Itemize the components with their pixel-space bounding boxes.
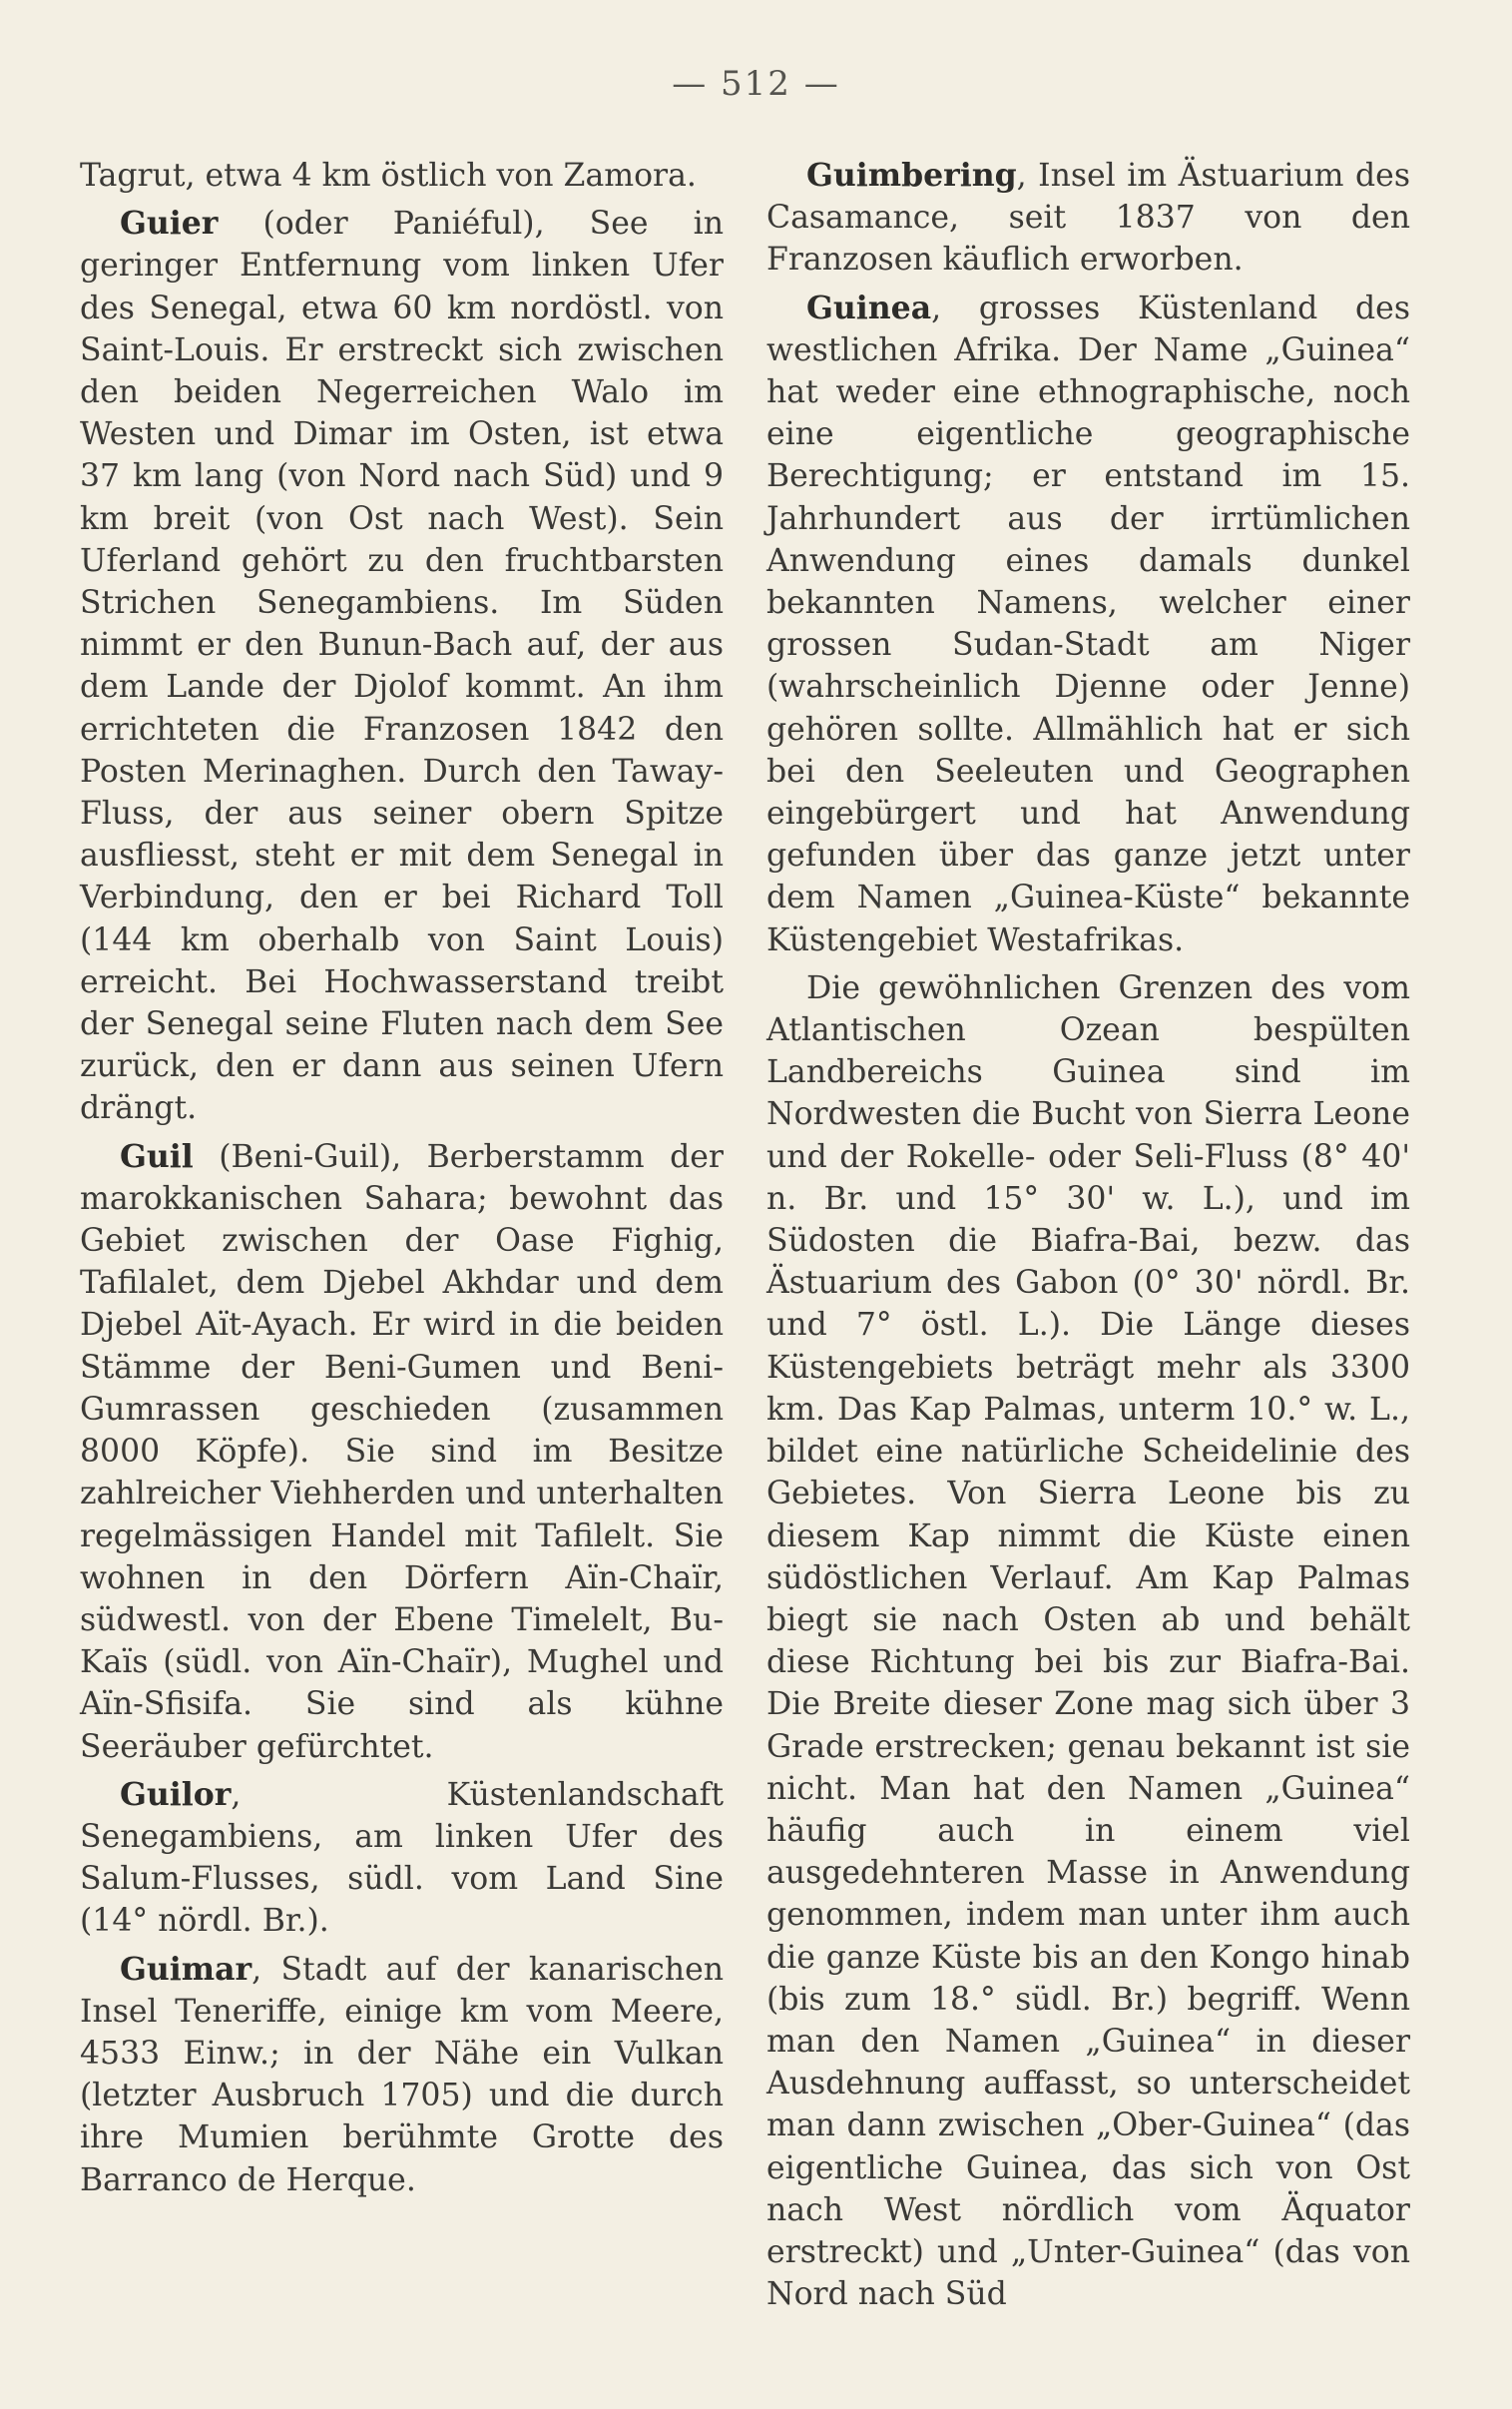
entry-text: Die gewöhnlichen Grenzen des vom Atlantischen Ozean bespülten Landbereichs Guinea sind im Nordwesten die Bucht von Sierra Leone und der Rokelle- oder Seli-Fluss (8° 40' n. Br. und 15° 30' w. L.), und im Südosten die Biafra-Bai, bezw. das Ästuarium des Gabon (0° 30' nördl. Br. und 7° östl. L.). Die Länge dieses Küstengebiets beträgt mehr als 3300 km. Das Kap Palmas, unterm 10.° w. L., bildet eine natürliche Scheidelinie des Gebietes. Von Sierra Leone bis zu diesem Kap nimmt die Küste einen südöstlichen Verlauf. Am Kap Palmas biegt sie nach Osten ab und behält diese Richtung bei bis zur Biafra-Bai. Die Breite dieser Zone mag sich über 3 Grade erstrecken; genau bekannt ist sie nicht. Man hat den Namen „Guinea“ häufig auch in einem viel ausgedehnteren Masse in Anwendung genommen, indem man unter ihm auch die ganze Küste bis an den Kongo hinab (bis zum 18.° südl. Br.) begriff. Wenn man den Namen „Guinea“ in dieser Ausdehnung auffasst, so unterscheidet man dann zwischen „Ober-Guinea“ (das eigentliche Guinea, das sich von Ost nach West nördlich vom Äquator erstreckt) und „Unter-Guinea“ (das von Nord nach Süd <box>766 969 1410 2313</box>
entry-guil <box>80 1136 724 1768</box>
entry-text: (Beni-Guil), Berberstamm der marokkanischen Sahara; bewohnt das Gebiet zwischen der Oase Fighig, Tafilalet, dem Djebel Akhdar und dem Djebel Aït-Ayach. Er wird in die beiden Stämme der Beni-Gumen und Beni-Gumrassen geschieden (zusammen 8000 Köpfe). Sie sind im Besitze zahlreicher Viehherden und unterhalten regelmässigen Handel mit Tafilelt. Sie wohnen in den Dörfern Aïn-Chaïr, südwestl. von der Ebene Timelelt, Bu-Kaïs (südl. von Aïn-Chaïr), Mughel und Aïn-Sfisifa. Sie sind als kühne Seeräuber gefürchtet. <box>80 1138 724 1765</box>
entry-text: , Insel im Ästuarium des Casamance, seit 1837 von den Franzosen käuflich erworben. <box>766 158 1410 279</box>
left-column <box>80 155 724 2207</box>
entry-text: (oder Paniéful), See in geringer Entfernung vom linken Ufer des Senegal, etwa 60 km nordöstl. von Saint-Louis. Er erstreckt sich zwischen den beiden Negerreichen Walo im Westen und Dimar im Osten, ist etwa 37 km lang (von Nord nach Süd) und 9 km breit (von Ost nach West). Sein Uferland gehört zu den fruchtbarsten Strichen Senegambiens. Im Süden nimmt er den Bunun-Bach auf, der aus dem Lande der Djolof kommt. An ihm errichteten die Franzosen 1842 den Posten Merinaghen. Durch den Taway-Fluss, der aus seiner obern Spitze ausfliesst, steht er mit dem Senegal in Verbindung, den er bei Richard Toll (144 km oberhalb von Saint Louis) erreicht. Bei Hochwasserstand treibt der Senegal seine Fluten nach dem See zurück, den er dann aus seinen Ufern drängt. <box>80 206 724 1127</box>
entry-term: Guimar <box>120 1950 252 1988</box>
entry-text: Tagrut, etwa 4 km östlich von Zamora. <box>80 158 697 194</box>
entry-text: , Küstenlandschaft Senegambiens, am linken Ufer des Salum-Flusses, südl. vom Land Sine (14° nördl. Br.). <box>80 1776 724 1940</box>
page-number: — 512 — <box>672 64 840 104</box>
entry-guimar <box>80 1949 724 2201</box>
entry-tagrut-continuation <box>80 155 724 197</box>
entry-guinea-paragraph <box>766 967 1410 2316</box>
entry-text: , Stadt auf der kanarischen Insel Teneriffe, einige km vom Meere, 4533 Einw.; in der Nähe ein Vulkan (letzter Ausbruch 1705) und die durch ihre Mumien berühmte Grotte des Barranco de Herque. <box>80 1951 724 2198</box>
entry-term: Guier <box>120 205 219 243</box>
entry-term: Guinea <box>806 289 932 326</box>
entry-term: Guil <box>120 1137 194 1175</box>
entry-term: Guimbering <box>806 157 1017 194</box>
right-column <box>766 155 1410 2321</box>
entry-guimbering <box>766 155 1410 282</box>
entry-term: Guilor <box>120 1775 232 1813</box>
entry-guier <box>80 203 724 1129</box>
entry-guinea <box>766 288 1410 961</box>
entry-text: , grosses Küstenland des westlichen Afrika. Der Name „Guinea“ hat weder eine ethnographische, noch eine eigentliche geographische Berechtigung; er entstand im 15. Jahrhundert aus der irrtümlichen Anwendung eines damals dunkel bekannten Namens, welcher einer grossen Sudan-Stadt am Niger (wahrscheinlich Djenne oder Jenne) gehören sollte. Allmählich hat er sich bei den Seeleuten und Geographen eingebürgert und hat Anwendung gefunden über das ganze jetzt unter dem Namen „Guinea-Küste“ bekannte Küstengebiet Westafrikas. <box>766 290 1410 958</box>
entry-guilor <box>80 1774 724 1943</box>
